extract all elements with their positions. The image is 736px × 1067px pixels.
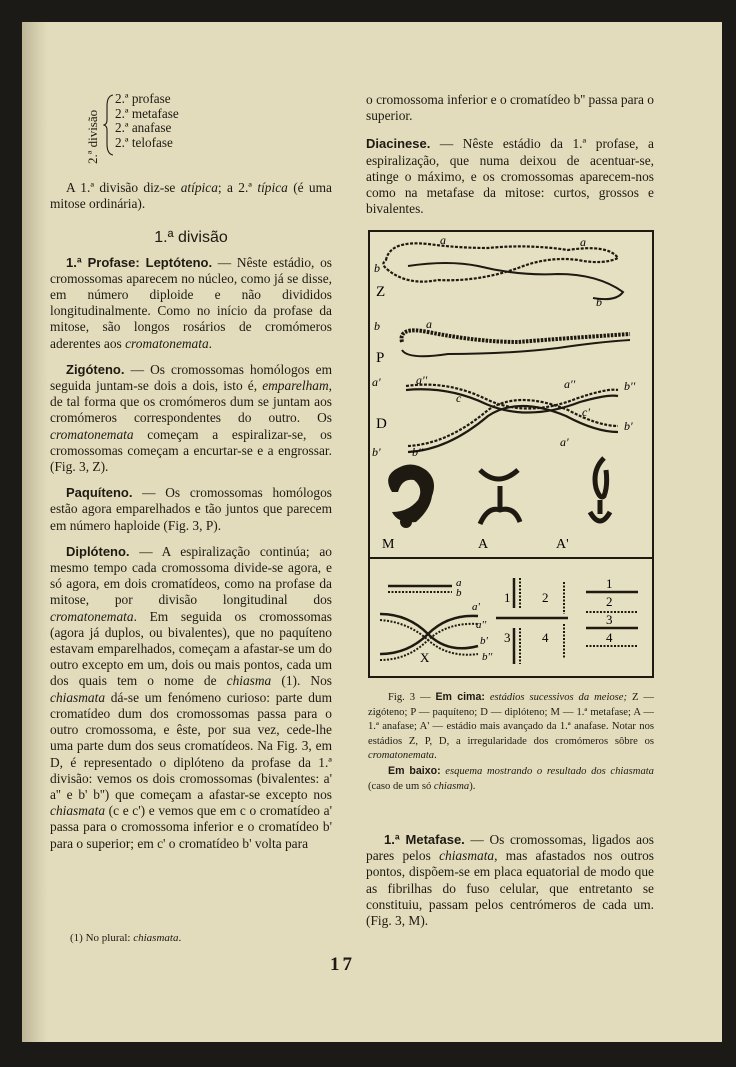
fig-letter-b1: b' — [624, 419, 633, 433]
schema-number: 4 — [606, 630, 613, 645]
zigoteno-paragraph: Zigóteno. — Os cromossomas homólogos em seguida juntam-se dois a dois, isto é, emparelham, de tal forma que os cromómeros dum se juntam aos cromómeros correspondentes do outro. Os cromatonemata começam a espiralizar-se, os cromossomas começam a encurtar-se e a engrossar. (Fig. 3, Z). — [50, 361, 332, 475]
schema-number: 1 — [504, 590, 511, 605]
metafase-paragraph: 1.ª Metafase. — Os cromossomas, ligados aos pares pelos chiasmata, mas afastados nos outros pontos, dispõem-se em placa equatorial de modo que as fibrilhas do fuso celular, que entretanto se constituiu, passam pelos centrómeros de cada um. (Fig. 3, M). — [366, 832, 654, 929]
page-spine-shadow — [22, 22, 48, 1042]
left-column — [50, 180, 332, 852]
diacinese-paragraph: Diacinese. — Nêste estádio da 1.ª profase, a espiralização, que numa deixou de acentuar-se, atinge o máximo, e os cromossomas aparecem-nos como na metafase da mitose: curtos, grossos e bivalentes. — [366, 136, 654, 217]
svg-text:2.ª divisão: 2.ª divisão — [85, 109, 100, 164]
fig-letter-a1: a' — [472, 601, 480, 613]
second-division-label — [85, 94, 101, 166]
right-column-top — [366, 92, 654, 217]
fig-letter-c1: c' — [582, 405, 590, 419]
row-label-p: P — [376, 350, 385, 366]
schema-number: 2 — [542, 590, 549, 605]
fig-letter-a: a — [456, 577, 462, 589]
continuation-paragraph: o cromossoma inferior e o cromatídeo b'' passa para o superior. — [366, 92, 654, 124]
row-label-a-prime: A' — [556, 537, 569, 552]
page-number: 17 — [330, 954, 355, 975]
schema-number: 3 — [606, 612, 613, 627]
fig-letter-b: b — [374, 319, 380, 333]
schema-number: 1 — [606, 576, 613, 591]
division-item: 2.ª metafase — [115, 105, 179, 121]
profase-paragraph: 1.ª Profase: Leptóteno. — Nêste estádio, os cromossomas aparecem no núcleo, como já se disse, em número diploide e não divididos longitudinalmente. Como no início da profase da mitose, são longos rosários de cromómeros aderentes aos cromatonemata. — [50, 254, 332, 351]
caption-bottom: Em baixo: esquema mostrando o resultado dos chiasmata (caso de um só chiasma). — [368, 764, 654, 792]
paquiteno-paragraph: Paquíteno. — Os cromossomas homólogos estão agora emparelhados e tão juntos que parecem em número haploide (Fig. 3, P). — [50, 485, 332, 533]
division-item: 2.ª profase — [115, 91, 171, 106]
fig-letter-a2: a'' — [416, 373, 428, 387]
fig-letter-a1: a' — [560, 435, 569, 449]
schema-number: 2 — [606, 594, 613, 609]
fig-letter-b1: b' — [480, 635, 488, 647]
fig-letter-b2: b'' — [624, 379, 636, 393]
fig-letter-b: b — [456, 587, 462, 599]
fig-letter-b: b — [596, 295, 602, 309]
row-label-d: D — [376, 416, 387, 432]
fig-letter-a: a — [426, 317, 432, 331]
caption-top: Fig. 3 — Em cima: estádios sucessivos da meiose; Z — zigóteno; P — paquíteno; D — diplóteno; M — 1.ª metafase; A — 1.ª anafase; A' — estádio mais avançado da 1.ª anafase. Notar nos estádios Z, P, D, a irregularidade dos cromómeros sôbre os cromatonemata. — [368, 691, 654, 762]
fig-letter-a2: a'' — [476, 619, 487, 631]
fig-letter-b: b — [374, 261, 380, 275]
fig-letter-c: c — [456, 391, 462, 405]
fig-letter-a1: a' — [372, 375, 381, 389]
fig-letter-b1: b' — [372, 445, 381, 459]
row-label-a: A — [478, 537, 489, 552]
diploteno-paragraph: Diplóteno. — A espiralização continúa; ao mesmo tempo cada cromossoma divide-se agora, e só agora, em dois cromatídeos, como na profase da mitose, por divisão longitudinal dos cromatonemata. Em seguida os cromossomas (agora já duplos, ou bivalentes), que no paquíteno estavam emparelhados, começam a afastar-se um do outro excepto em um, dois ou mais pontos, cada um dos quais tem o nome de chiasma (1). Nos chiasmata dá-se um fenómeno curioso: parte dum cromatídeo dum dos cromossomas passa para o outro cromossoma, e êste, por sua vez, cede-lhe uma parte dum dos seus cromatídeos. Na Fig. 3, em D, é representado o diplóteno da profase da 1.ª divisão: vemos os dois cromossomas (bivalentes: a' a'' e b' b'') que começam a afastar-se excepto nos chiasmata (c e c') e vemos que em c o cromatídeo a' passa para o cromossoma inferior e o cromatídeo b' para o superior; em c' o cromatídeo b' volta para — [50, 543, 332, 851]
fig-letter-a: a — [580, 235, 586, 249]
fig-letter-b2: b'' — [412, 445, 424, 459]
fig-letter-b2: b'' — [482, 651, 493, 663]
section-heading: 1.ª divisão — [154, 229, 228, 247]
fig-letter-x: X — [420, 650, 430, 665]
fig-letter-a: a — [440, 233, 446, 247]
intro-paragraph: A 1.ª divisão diz-se atípica; a 2.ª típica (é uma mitose ordinária). — [50, 180, 332, 212]
figure-3 — [368, 230, 654, 678]
brace-icon — [103, 94, 115, 156]
figure-caption — [368, 690, 654, 794]
footnote: (1) No plural: chiasmata. — [70, 932, 182, 944]
row-label-m: M — [382, 537, 395, 552]
schema-number: 4 — [542, 630, 549, 645]
division-item: 2.ª telofase — [115, 134, 173, 150]
metafase-column — [366, 832, 654, 929]
schema-number: 3 — [504, 630, 511, 645]
division-item: 2.ª anafase — [115, 120, 172, 136]
fig-letter-a2: a'' — [564, 377, 576, 391]
row-label-z: Z — [376, 284, 386, 300]
